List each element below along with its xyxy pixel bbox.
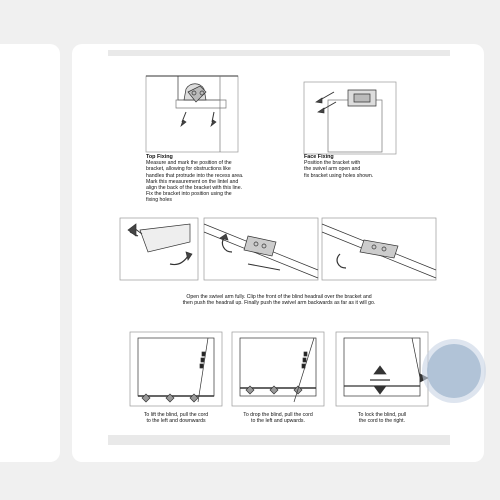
face-fixing-line: Position the bracket with (304, 160, 361, 167)
document-card[interactable] (72, 44, 484, 462)
face-fixing-title: Face Fixing (304, 154, 334, 160)
caption-line: To lift the blind, pull the cord (143, 412, 209, 418)
top-fixing-line: fixing holes (146, 197, 172, 204)
swivel-step-1-illustration (120, 218, 198, 280)
swivel-caption-line: Open the swivel arm fully. Clip the front of the blind headrail over the bracket and (186, 294, 372, 300)
circle-cursor-icon (427, 344, 481, 398)
previous-card[interactable] (0, 44, 60, 462)
face-fixing-text (304, 154, 414, 179)
caption-line: to the left and upwards. (251, 418, 305, 425)
caption-line: to the left and downwards (146, 418, 206, 425)
lift-blind-illustration (130, 332, 222, 406)
top-fixing-line: Fix the bracket into position using the (146, 191, 232, 198)
instruction-illustrations (108, 56, 450, 460)
face-fixing-illustration (304, 82, 396, 154)
lift-blind-caption (126, 412, 226, 424)
document-bottom-edge (108, 435, 450, 445)
drop-blind-illustration (232, 332, 324, 406)
top-fixing-line: align the back of the bracket with this line. (146, 185, 243, 192)
face-fixing-line: fix bracket using holes shown. (304, 172, 374, 179)
top-fixing-text (146, 154, 266, 204)
top-fixing-illustration (146, 76, 238, 152)
caption-line: To drop the blind, pull the cord (243, 412, 313, 418)
caption-line: the cord to the right. (358, 418, 406, 425)
swivel-caption-line: then push the headrail up. Finally push the swivel arm backwards as far as it will go. (182, 300, 376, 307)
top-fixing-line: Measure and mark the position of the (146, 160, 232, 167)
top-fixing-line: bracket, allowing for obstructions like (146, 166, 231, 173)
swivel-step-2-illustration (204, 218, 318, 280)
caption-line: To lock the blind, pull (357, 412, 407, 418)
instruction-sheet (108, 50, 450, 460)
face-fixing-line: the swivel arm open and (304, 166, 361, 173)
swivel-step-3-illustration (322, 218, 436, 280)
swivel-caption (128, 294, 430, 306)
drop-blind-caption (228, 412, 328, 424)
top-fixing-title: Top Fixing (146, 154, 173, 160)
lock-blind-illustration (336, 332, 428, 406)
top-fixing-line: Mark this measurement on the lintel and (146, 178, 239, 185)
lock-blind-caption (332, 412, 432, 424)
top-fixing-line: handles that protrude into the recess area. (146, 172, 244, 179)
